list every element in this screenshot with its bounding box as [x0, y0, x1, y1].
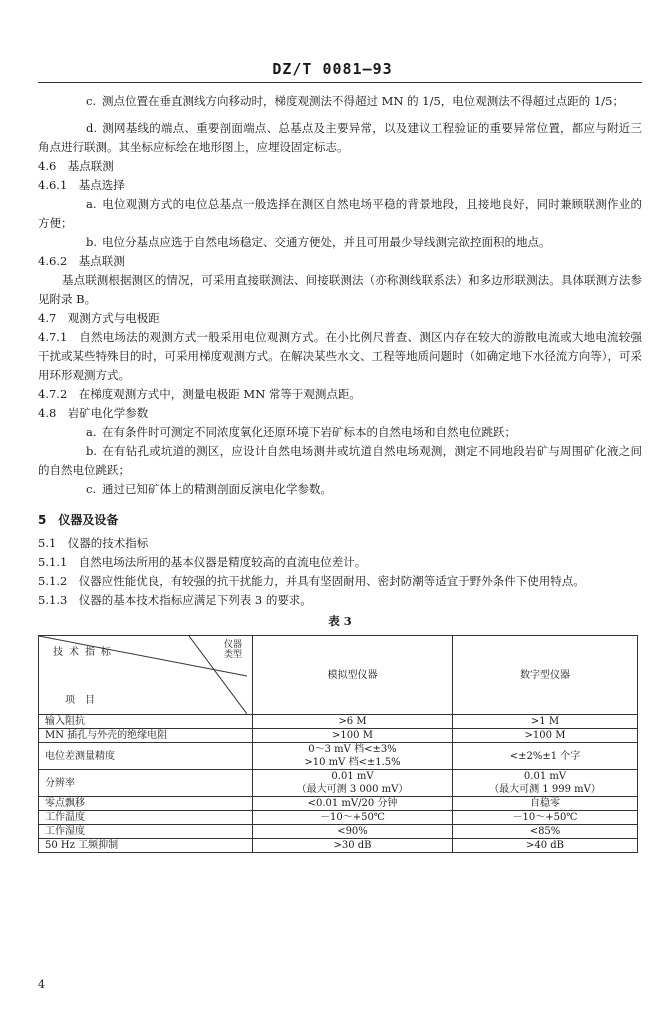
- table-row: [39, 825, 638, 839]
- item-4-8-c: [38, 480, 642, 499]
- row-label: MN 插孔与外壳的绝缘电阻: [39, 729, 253, 743]
- item-text: 测网基线的端点、重要剖面端点、总基点及主要异常，以及建议工程验证的重要异常位置，都应与附近三角点进行联测。其坐标应标绘在地形图上，应埋设固定标志。: [38, 121, 642, 154]
- column-header-digital: 数字型仪器: [453, 636, 638, 715]
- table-row: [39, 811, 638, 825]
- standard-code-header: DZ/T 0081—93: [272, 60, 393, 78]
- corner-top-label: 技术指标: [53, 647, 117, 658]
- section-4-7: 4.7 观测方式与电极距: [38, 311, 160, 325]
- analog-value: <90%: [253, 825, 453, 839]
- item-label: d.: [86, 121, 98, 135]
- section-4-8: 4.8 岩矿电化学参数: [38, 406, 149, 420]
- row-label: 工作湿度: [39, 825, 253, 839]
- analog-value: >6 M: [253, 715, 453, 729]
- analog-value: [253, 770, 453, 797]
- spec-table: [38, 635, 638, 853]
- corner-right-label: 仪器类型: [224, 640, 243, 660]
- digital-value-line2: （最大可测 1 999 mV）: [489, 784, 601, 795]
- table-row: [39, 729, 638, 743]
- para-4-7-2: 4.7.2 在梯度观测方式中，测量电极距 MN 常等于观测点距。: [38, 387, 361, 401]
- section-5-1: 5.1 仪器的技术指标: [38, 536, 149, 550]
- analog-value-line1: 0.01 mV: [331, 771, 374, 782]
- para-4-6-2: 基点联测根据测区的情况，可采用直接联测法、间接联测法（亦称测线联系法）和多边形联测法。具体联测方法参见附录 B。: [38, 273, 642, 306]
- item-label: a.: [86, 197, 97, 211]
- item-text: 在有条件时可测定不同浓度氧化还原环境下岩矿标本的自然电场和自然电位跳跃；: [102, 425, 516, 439]
- table-row: [39, 797, 638, 811]
- digital-value: <±2%±1 个字: [453, 743, 638, 770]
- corner-bottom-label: 项目: [65, 695, 105, 706]
- analog-value: －10～+50℃: [253, 811, 453, 825]
- item-label: c.: [86, 482, 97, 496]
- header-rule: [38, 82, 642, 83]
- item-text: 电位观测方式的电位总基点一般选择在测区自然电场平稳的背景地段，且接地良好，同时兼顾联测作业的方便；: [38, 197, 642, 230]
- digital-value: －10～+50℃: [453, 811, 638, 825]
- digital-value: >40 dB: [453, 839, 638, 853]
- item-text: 电位分基点应选于自然电场稳定、交通方便处，并且可用最少导线测完欲控面积的地点。: [102, 235, 551, 249]
- item-4-8-a: [38, 423, 642, 442]
- item-label: a.: [86, 425, 97, 439]
- item-label: b.: [86, 444, 98, 458]
- item-text: 测点位置在垂直测线方向移动时，梯度观测法不得超过 MN 的 1/5，电位观测法不得超过点距的 1/5；: [102, 94, 624, 108]
- item-4-6-1-a: [38, 195, 642, 233]
- item-d: [38, 119, 642, 157]
- item-label: b.: [86, 235, 98, 249]
- para-5-1-1: 5.1.1 自然电场法所用的基本仪器是精度较高的直流电位差计。: [38, 555, 367, 569]
- row-label: 电位差测量精度: [39, 743, 253, 770]
- analog-value-line2: >10 mV 档<±1.5%: [304, 757, 401, 768]
- item-text: 在有钻孔或坑道的测区，应设计自然电场测井或坑道自然电场观测，测定不同地段岩矿与周围矿化液之间的自然电位跳跃；: [38, 444, 642, 477]
- row-label: 50 Hz 工频抑制: [39, 839, 253, 853]
- table-row: [39, 839, 638, 853]
- column-header-analog: 模拟型仪器: [253, 636, 453, 715]
- digital-value-line1: 0.01 mV: [523, 771, 567, 782]
- analog-value: >30 dB: [253, 839, 453, 853]
- digital-value: >100 M: [453, 729, 638, 743]
- item-4-6-1-b: [38, 233, 642, 252]
- para-5-1-2: 5.1.2 仪器应性能优良，有较强的抗干扰能力，并具有坚固耐用、密封防潮等适宜于野外条件下使用特点。: [38, 574, 585, 588]
- section-4-6: 4.6 基点联测: [38, 159, 114, 173]
- diagonal-header-cell: [39, 636, 253, 715]
- analog-value-line1: 0～3 mV 档<±3%: [308, 744, 397, 755]
- row-label: 分辨率: [39, 770, 253, 797]
- item-text: 通过已知矿体上的精测剖面反演电化学参数。: [102, 482, 332, 496]
- para-5-1-3: 5.1.3 仪器的基本技术指标应满足下列表 3 的要求。: [38, 593, 312, 607]
- analog-value: [253, 743, 453, 770]
- analog-value-line2: （最大可测 3 000 mV）: [296, 784, 409, 795]
- item-c: [38, 92, 642, 111]
- table-header-row: [39, 636, 638, 715]
- page-content: [38, 92, 642, 853]
- row-label: 零点飘移: [39, 797, 253, 811]
- section-4-6-2: 4.6.2 基点联测: [38, 254, 125, 268]
- row-label: 工作温度: [39, 811, 253, 825]
- para-4-7-1: 4.7.1 自然电场法的观测方式一般采用电位观测方式。在小比例尺普查、测区内存在较大的游散电流或大地电流较强干扰或某些特殊目的时，可采用梯度观测方式。在解决某些水文、工程等地质问题时（如确定地下水径流方向等），可采用环形观测方式。: [38, 330, 642, 382]
- chapter-5-title: 5 仪器及设备: [38, 513, 119, 527]
- page-number: 4: [38, 978, 45, 991]
- digital-value: >1 M: [453, 715, 638, 729]
- table-caption: 表 3: [328, 614, 352, 628]
- table-row: [39, 715, 638, 729]
- section-4-6-1: 4.6.1 基点选择: [38, 178, 125, 192]
- table-row: [39, 743, 638, 770]
- table-row: [39, 770, 638, 797]
- row-label: 输入阻抗: [39, 715, 253, 729]
- analog-value: <0.01 mV/20 分钟: [253, 797, 453, 811]
- item-label: c.: [86, 94, 97, 108]
- digital-value: 自稳零: [453, 797, 638, 811]
- digital-value: <85%: [453, 825, 638, 839]
- analog-value: >100 M: [253, 729, 453, 743]
- item-4-8-b: [38, 442, 642, 480]
- digital-value: [453, 770, 638, 797]
